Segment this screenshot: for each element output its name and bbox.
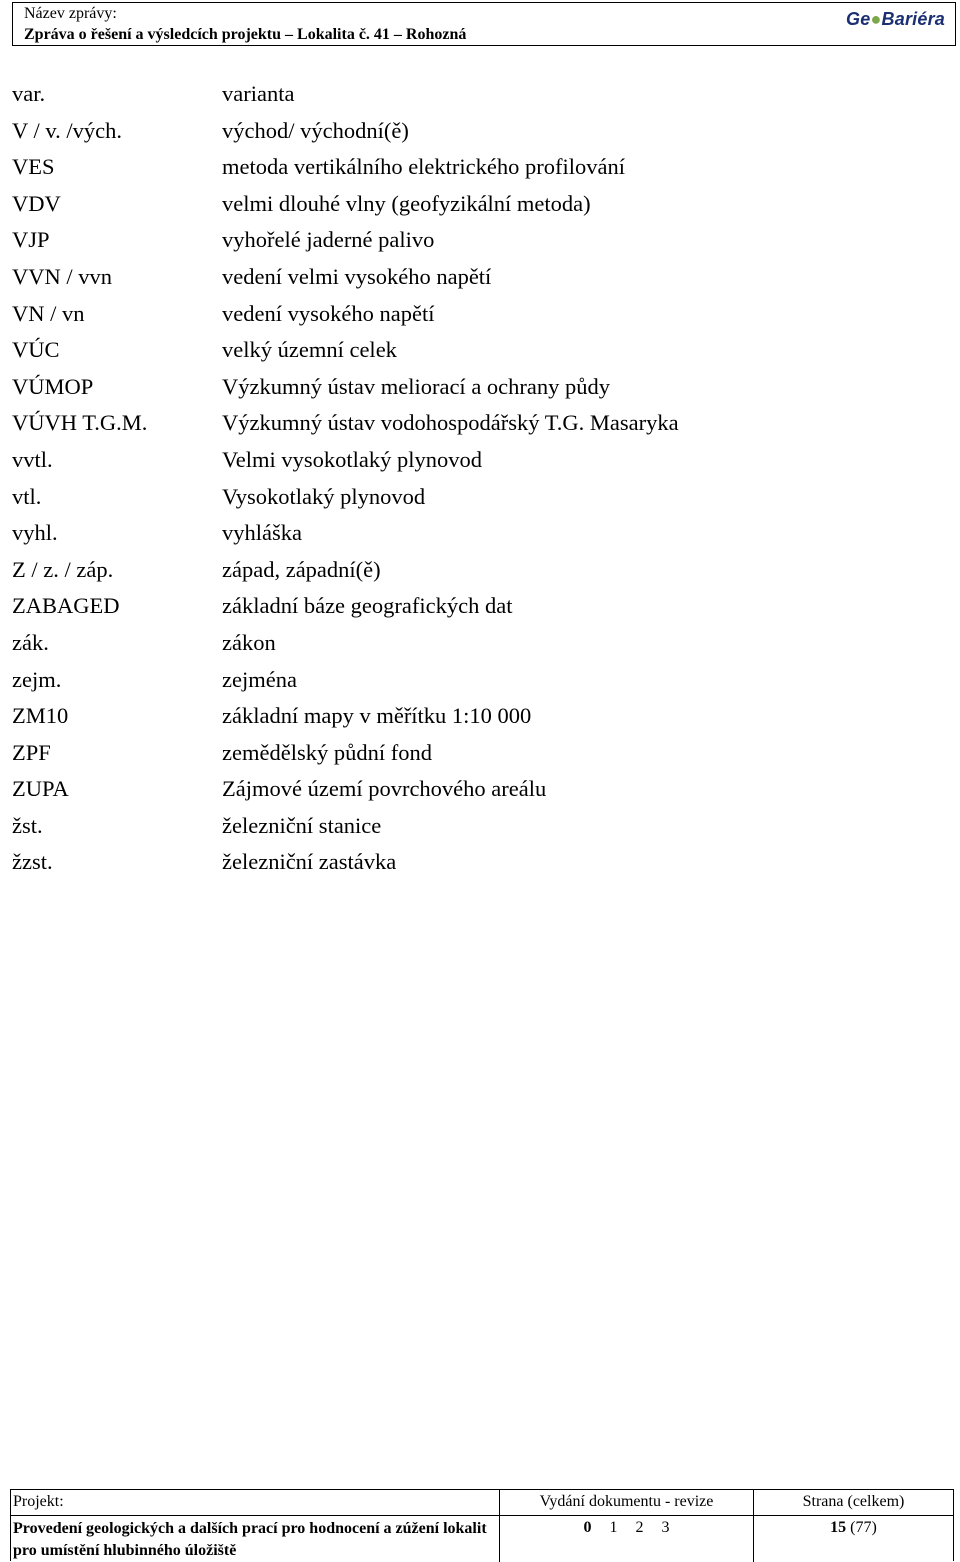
- footer-page-cell: [753, 1490, 953, 1562]
- abbreviation-key: ZPF: [12, 739, 51, 765]
- abbreviation-meaning: varianta: [222, 81, 295, 106]
- abbreviation-key: ZABAGED: [12, 593, 120, 619]
- abbreviation-meaning: velmi dlouhé vlny (geofyzikální metoda): [222, 190, 591, 216]
- footer-revision-cell: [499, 1490, 753, 1562]
- abbreviation-key: VÚC: [12, 337, 60, 363]
- page-label: Strana (celkem): [802, 1493, 905, 1510]
- abbreviation-row: [12, 76, 912, 113]
- abbreviation-key: žst.: [12, 812, 43, 838]
- abbreviation-meaning: zákon: [222, 629, 276, 655]
- abbreviation-row: [12, 771, 912, 808]
- revision-item: 3: [661, 1519, 670, 1536]
- abbreviation-meaning: vedení velmi vysokého napětí: [222, 263, 492, 289]
- abbreviation-meaning: západ, západní(ě): [222, 556, 381, 582]
- project-name: Provedení geologických a dalších prací pro hodnocení a zúžení lokalit pro umístění hlubinného úložiště: [13, 1520, 487, 1559]
- abbreviation-meaning: železniční zastávka: [222, 849, 397, 875]
- abbreviation-row: [12, 369, 912, 406]
- abbreviation-row: [12, 149, 912, 186]
- abbreviation-key: Z / z. / záp.: [12, 556, 114, 582]
- abbreviation-row: [12, 296, 912, 333]
- abbreviation-row: [12, 625, 912, 662]
- abbreviation-meaning: Vysokotlaký plynovod: [222, 483, 426, 509]
- revision-item: 0: [583, 1519, 592, 1536]
- abbreviation-key: VJP: [12, 227, 50, 253]
- abbreviation-key: var.: [12, 81, 46, 106]
- abbreviation-meaning: Výzkumný ústav meliorací a ochrany půdy: [222, 373, 611, 399]
- abbreviation-key: vyhl.: [12, 520, 58, 546]
- abbreviation-key: vtl.: [12, 483, 42, 509]
- project-label: Projekt:: [13, 1493, 64, 1510]
- abbreviation-meaning: základní báze geografických dat: [222, 593, 513, 619]
- abbreviation-key: VÚMOP: [12, 373, 94, 399]
- logo-text-left: Ge: [846, 9, 871, 29]
- abbreviation-meaning: železniční stanice: [222, 812, 382, 838]
- abbreviation-row: [12, 259, 912, 296]
- abbreviation-row: [12, 552, 912, 589]
- page-indicator: [754, 1519, 953, 1537]
- abbreviation-meaning: Zájmové území povrchového areálu: [222, 776, 547, 802]
- abbreviation-key: VÚVH T.G.M.: [12, 410, 148, 436]
- abbreviation-meaning: Velmi vysokotlaký plynovod: [222, 446, 482, 472]
- abbreviation-key: žzst.: [12, 849, 53, 875]
- abbreviation-key: VVN / vvn: [12, 263, 112, 289]
- abbreviation-row: [12, 735, 912, 772]
- abbreviation-key: zejm.: [12, 666, 62, 692]
- abbreviation-key: VES: [12, 154, 55, 180]
- logo-globe-icon: ●: [870, 9, 882, 29]
- abbreviation-row: [12, 186, 912, 223]
- abbreviation-row: [12, 844, 912, 881]
- report-title: Zpráva o řešení a výsledcích projektu – Lokalita č. 41 – Rohozná: [24, 26, 467, 43]
- abbreviation-meaning: vyhořelé jaderné palivo: [222, 227, 435, 253]
- abbreviation-row: [12, 662, 912, 699]
- abbreviation-key: ZM10: [12, 703, 69, 729]
- page-total: (77): [850, 1519, 877, 1536]
- revision-item: 1: [609, 1519, 618, 1536]
- abbreviation-meaning: zejména: [222, 666, 297, 692]
- geobariera-logo: [846, 9, 945, 30]
- abbreviation-row: [12, 808, 912, 845]
- abbreviation-row: [12, 113, 912, 150]
- abbreviation-key: VN / vn: [12, 300, 85, 326]
- abbreviation-meaning: Výzkumný ústav vodohospodářský T.G. Masaryka: [222, 410, 679, 436]
- abbreviation-meaning: vyhláška: [222, 520, 302, 546]
- abbreviation-row: [12, 588, 912, 625]
- page-number: 15: [830, 1519, 847, 1536]
- abbreviation-key: V / v. /vých.: [12, 117, 122, 143]
- revision-item: 2: [635, 1519, 644, 1536]
- abbreviation-row: [12, 515, 912, 552]
- revision-label: Vydání dokumentu - revize: [539, 1493, 714, 1510]
- abbreviation-row: [12, 698, 912, 735]
- abbreviation-list: [12, 76, 912, 881]
- abbreviation-meaning: základní mapy v měřítku 1:10 000: [222, 703, 532, 729]
- abbreviation-key: ZUPA: [12, 776, 69, 802]
- footer-project-cell: [11, 1490, 499, 1562]
- report-name-label: Název zprávy:: [24, 5, 117, 22]
- abbreviation-meaning: velký územní celek: [222, 337, 397, 363]
- abbreviation-meaning: východ/ východní(ě): [222, 117, 409, 143]
- abbreviation-key: zák.: [12, 629, 49, 655]
- abbreviation-key: vvtl.: [12, 446, 53, 472]
- abbreviation-row: [12, 222, 912, 259]
- revision-list: [500, 1519, 753, 1537]
- abbreviation-row: [12, 405, 912, 442]
- abbreviation-meaning: metoda vertikálního elektrického profilování: [222, 154, 625, 180]
- logo-text-right: Bariéra: [881, 9, 945, 29]
- abbreviation-key: VDV: [12, 190, 61, 216]
- abbreviation-row: [12, 479, 912, 516]
- abbreviation-row: [12, 332, 912, 369]
- report-header: [12, 2, 956, 46]
- abbreviation-meaning: zemědělský půdní fond: [222, 739, 432, 765]
- abbreviation-meaning: vedení vysokého napětí: [222, 300, 435, 326]
- abbreviation-row: [12, 442, 912, 479]
- document-footer: [10, 1489, 954, 1561]
